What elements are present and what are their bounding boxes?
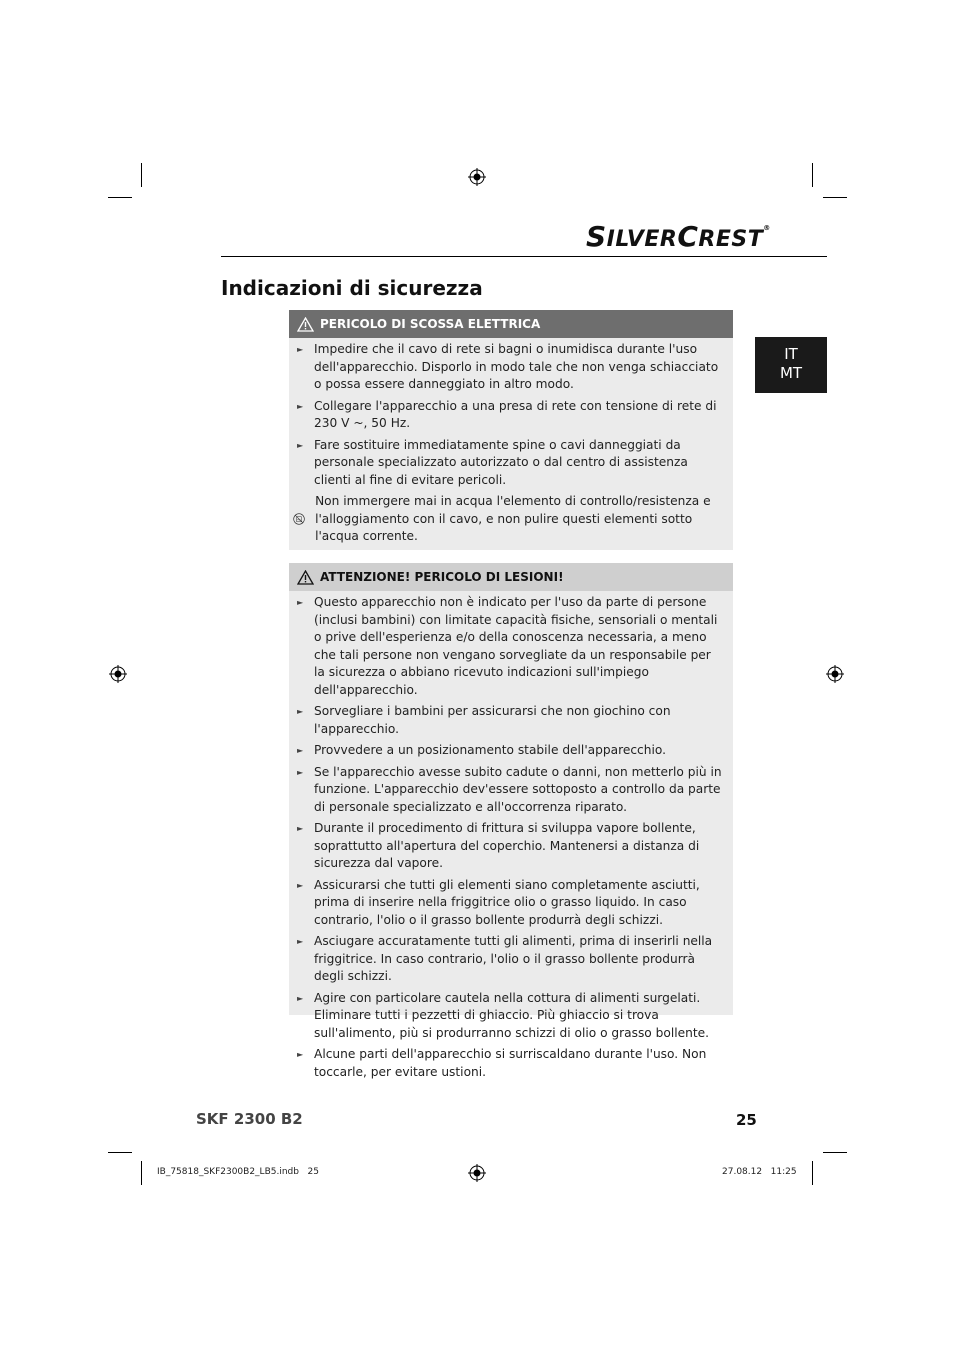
panel-heading-text: PERICOLO DI SCOSSA ELETTRICA [320, 317, 541, 331]
warning-triangle-icon [297, 317, 314, 332]
right-triangle-bullet-icon: ► [297, 937, 304, 946]
immersion-note [289, 493, 733, 550]
list-item-text: Sorvegliare i bambini per assicurarsi che non giochino con l'apparecchio. [314, 704, 671, 736]
brand-letter: C [677, 220, 699, 253]
page-title: Indicazioni di sicurezza [221, 276, 483, 300]
list-item [297, 437, 725, 490]
brand-letters: REST [698, 227, 764, 252]
safety-list [289, 591, 733, 1081]
registration-mark-icon [468, 168, 486, 186]
right-triangle-bullet-icon: ► [297, 880, 304, 890]
list-item-text: Durante il procedimento di frittura si sviluppa vapore bollente, soprattutto all'apertura del coperchio. Mantenersi a distanza di sicurezza dal vapore. [314, 821, 700, 870]
right-triangle-bullet-icon: ► [297, 824, 304, 833]
language-code: MT [779, 364, 803, 382]
brand-logo [586, 220, 771, 253]
header-rule [221, 256, 827, 257]
list-item [297, 990, 725, 1043]
print-slug-file: IB_75818_SKF2300B2_LB5.indb 25 [157, 1167, 319, 1177]
page-number: 25 [736, 1111, 757, 1129]
right-triangle-bullet-icon: ► [297, 993, 304, 1003]
electric-shock-panel [289, 310, 733, 550]
registration-mark-icon [826, 665, 844, 683]
list-item-text: Alcune parti dell'apparecchio si surriscaldano durante l'uso. Non toccarle, per evitare ustioni. [314, 1047, 707, 1079]
panel-heading [289, 563, 733, 591]
crop-mark [108, 197, 132, 198]
list-item-text: Questo apparecchio non è indicato per l'uso da parte di persone (inclusi bambini) con limitate capacità fisiche, sensoriali o mentali o prive dell'esperienza e/o della conoscenza necessaria, a meno che tali persone non vengano sorvegliate da un responsabile per la sicurezza o abbiano ricevuto indicazioni sull'impiego dell'apparecchio. [314, 595, 718, 697]
registered-mark: ® [763, 224, 771, 232]
list-item-text: Se l'apparecchio avesse subito cadute o danni, non metterlo più in funzione. L'apparecchio dev'essere sottoposto a controllo da parte di personale specializzato e all'occorrenza riparato. [314, 764, 722, 814]
list-item-text: Provvedere a un posizionamento stabile dell'apparecchio. [314, 743, 666, 757]
list-item [297, 877, 725, 930]
list-item-text: Collegare l'apparecchio a una presa di rete con tensione di rete di 230 V ~, 50 Hz. [314, 398, 717, 430]
list-item-text: Agire con particolare cautela nella cottura di alimenti surgelati. Eliminare tutti i pezzetti di ghiaccio. Più ghiaccio si trova sull'alimento, più si produrranno schizzi di olio o grasso bollente. [314, 990, 709, 1040]
crop-mark [108, 1152, 132, 1153]
right-triangle-bullet-icon: ► [297, 345, 304, 354]
right-triangle-bullet-icon: ► [297, 1050, 304, 1059]
list-item [297, 703, 725, 738]
print-slug-date: 27.08.12 11:25 [722, 1167, 797, 1177]
list-item [297, 820, 725, 873]
brand-letters: ILVER [606, 227, 678, 252]
list-item [297, 398, 725, 433]
list-item [297, 764, 725, 817]
list-item-text: Assicurarsi che tutti gli elementi siano completamente asciutti, prima di inserire nella friggitrice olio o grasso liquido. In caso contrario, l'olio o il grasso bollente produrrà degli schizzi. [314, 877, 700, 927]
brand-letter: S [586, 220, 607, 253]
note-text: Non immergere mai in acqua l'elemento di controllo/resistenza e l'alloggiamento con il cavo, e non pulire questi elementi sotto l'acqua corrente. [315, 494, 711, 543]
list-item [297, 933, 725, 986]
safety-list [289, 338, 733, 489]
crop-mark [812, 163, 813, 187]
warning-triangle-icon [297, 570, 314, 585]
crop-mark [141, 163, 142, 187]
language-code: IT [784, 345, 798, 363]
crop-mark [823, 1152, 847, 1153]
right-triangle-bullet-icon: ► [297, 746, 304, 755]
crop-mark [823, 197, 847, 198]
panel-heading [289, 310, 733, 338]
injury-panel [289, 563, 733, 1079]
list-item-text: Asciugare accuratamente tutti gli alimenti, prima di inserirli nella friggitrice. In caso contrario, l'olio o il grasso bollente produrrà degli schizzi. [314, 934, 713, 983]
language-tab [755, 337, 827, 393]
right-triangle-bullet-icon: ► [297, 767, 304, 777]
no-immersion-icon [293, 506, 305, 532]
crop-mark [812, 1161, 813, 1185]
list-item [297, 1046, 725, 1081]
list-item-text: Impedire che il cavo di rete si bagni o inumidisca durante l'uso dell'apparecchio. Disporlo in modo tale che non venga schiacciato o possa essere danneggiato in altro modo. [314, 342, 719, 391]
registration-mark-icon [109, 665, 127, 683]
model-number: SKF 2300 B2 [196, 1110, 303, 1128]
list-item [297, 742, 725, 760]
list-item [297, 594, 725, 699]
right-triangle-bullet-icon: ► [297, 440, 304, 450]
registration-mark-icon [468, 1164, 486, 1182]
right-triangle-bullet-icon: ► [297, 401, 304, 411]
list-item-text: Fare sostituire immediatamente spine o cavi danneggiati da personale specializzato autorizzato o dal centro di assistenza clienti al fine di evitare pericoli. [314, 437, 688, 487]
right-triangle-bullet-icon: ► [297, 598, 304, 607]
list-item [297, 341, 725, 394]
panel-heading-text: ATTENZIONE! PERICOLO DI LESIONI! [320, 570, 564, 584]
right-triangle-bullet-icon: ► [297, 707, 304, 716]
crop-mark [141, 1161, 142, 1185]
